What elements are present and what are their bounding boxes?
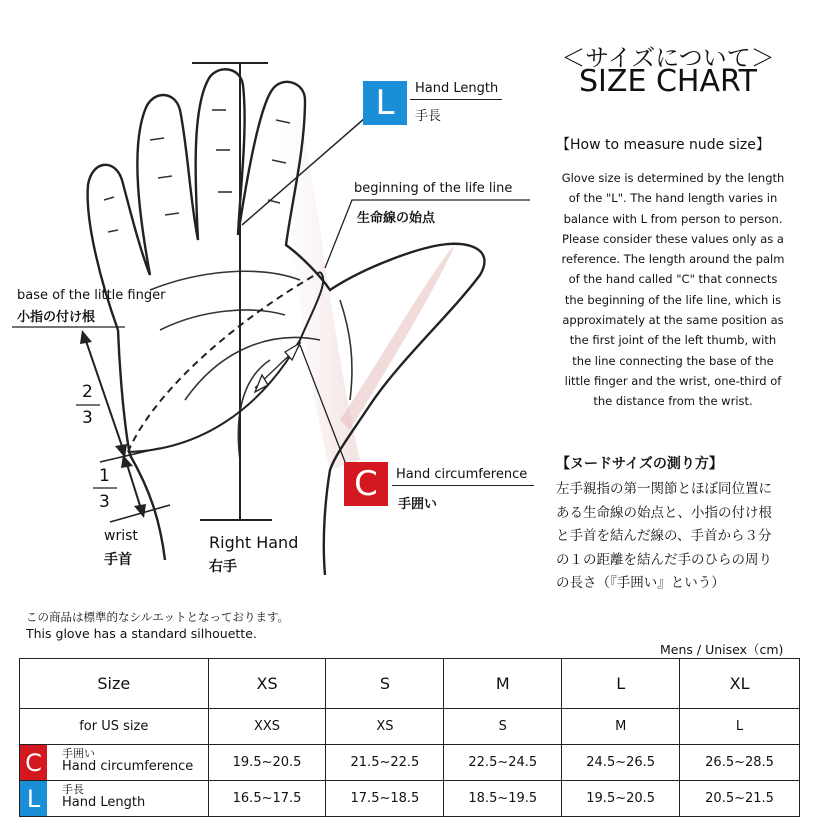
table-cell: 22.5~24.5 — [444, 745, 562, 781]
circumference-row-badge: C — [20, 745, 47, 780]
circumference-badge: C — [344, 462, 388, 506]
wrist-label-en: wrist — [104, 528, 138, 544]
circumference-row-label-jp: 手囲い — [62, 747, 95, 760]
table-cell: 24.5~26.5 — [562, 745, 680, 781]
table-header-cell: Size — [20, 659, 209, 709]
jp-line: ある生命線の始点と、小指の付け根 — [556, 504, 772, 521]
wrist-label-jp: 手首 — [104, 552, 132, 568]
how-to-line: the line connecting the base of the — [572, 353, 774, 368]
hand-length-row-label-jp: 手長 — [62, 783, 84, 796]
table-header-row — [20, 659, 800, 709]
right-hand-label-jp: 右手 — [209, 559, 237, 575]
table-header-cell: S — [326, 659, 444, 709]
table-header-cell: XL — [680, 659, 800, 709]
hand-length-row-label — [62, 783, 145, 809]
table-cell: for US size — [20, 709, 209, 745]
fraction-two-thirds-num: 2 — [82, 382, 93, 402]
right-hand-label-en: Right Hand — [209, 533, 299, 552]
table-cell: M — [562, 709, 680, 745]
table-cell: XXS — [208, 709, 326, 745]
jp-body — [556, 478, 796, 596]
table-header-cell: M — [444, 659, 562, 709]
silhouette-note-jp: この商品は標準的なシルエットとなっております。 — [26, 610, 290, 624]
life-line-label-jp: 生命線の始点 — [357, 211, 436, 226]
table-row-hand-length — [20, 781, 800, 817]
hand-length-label-en: Hand Length — [415, 81, 499, 96]
table-cell: 16.5~17.5 — [208, 781, 326, 817]
how-to-line: of the hand called "C" that connects — [568, 272, 778, 287]
table-cell: 17.5~18.5 — [326, 781, 444, 817]
table-cell: 18.5~19.5 — [444, 781, 562, 817]
silhouette-note-en: This glove has a standard silhouette. — [26, 626, 257, 641]
table-cell: 19.5~20.5 — [208, 745, 326, 781]
how-to-line: approximately at the same position as — [562, 313, 784, 328]
how-to-line: the distance from the wrist. — [593, 394, 753, 409]
how-to-line: little finger and the wrist, one-third of — [564, 373, 782, 388]
circumference-label-jp: 手囲い — [398, 497, 438, 512]
life-line-label-en: beginning of the life line — [354, 181, 513, 196]
circumference-label-en: Hand circumference — [396, 467, 528, 482]
circumference-row-header — [20, 745, 209, 781]
little-finger-label-en: base of the little finger — [17, 288, 166, 303]
jp-line: と手首を結んだ線の、手首から３分 — [556, 528, 772, 544]
little-finger-label-jp: 小指の付け根 — [17, 310, 96, 325]
table-header-cell: XS — [208, 659, 326, 709]
how-to-line: balance with L from person to person. — [563, 211, 783, 226]
hand-length-row-label-en: Hand Length — [62, 795, 146, 810]
table-cell: L — [680, 709, 800, 745]
fraction-one-third-den: 3 — [99, 492, 110, 512]
fraction-one-third-num: 1 — [99, 466, 110, 486]
table-cell: 19.5~20.5 — [562, 781, 680, 817]
units-label: Mens / Unisex（cm) — [660, 642, 784, 657]
circumference-underline — [392, 485, 534, 486]
hand-length-underline — [410, 99, 502, 100]
how-to-line: Please consider these values only as a — [562, 231, 784, 246]
how-to-line: of the "L". The hand length varies in — [568, 191, 778, 206]
how-to-line: reference. The length around the palm — [561, 252, 785, 267]
circumference-row-label — [62, 747, 193, 773]
hand-length-row-header — [20, 781, 209, 817]
circumference-row-label-en: Hand circumference — [62, 759, 194, 774]
table-cell: XS — [326, 709, 444, 745]
how-to-line: the beginning of the life line, which is — [564, 292, 782, 307]
hand-length-badge: L — [363, 81, 407, 125]
jp-line: 左手親指の第一関節とほぼ同位置に — [556, 481, 772, 497]
table-cell: 20.5~21.5 — [680, 781, 800, 817]
hand-length-label-jp: 手長 — [415, 109, 442, 124]
how-to-body — [556, 168, 790, 412]
table-cell: 21.5~22.5 — [326, 745, 444, 781]
table-row-circumference — [20, 745, 800, 781]
page-title: SIZE CHART — [579, 64, 757, 99]
jp-line: の長さ（『手囲い』という） — [556, 575, 725, 591]
table-cell: S — [444, 709, 562, 745]
how-to-line: the first joint of the left thumb, with — [569, 333, 777, 348]
jp-line: の１の距離を結んだ手のひらの周り — [556, 551, 772, 568]
title-jp: ＜サイズについて＞ — [561, 44, 775, 72]
table-row-us-size — [20, 709, 800, 745]
fraction-two-thirds-den: 3 — [82, 408, 93, 428]
table-header-cell: L — [562, 659, 680, 709]
table-cell: 26.5~28.5 — [680, 745, 800, 781]
size-table — [19, 658, 800, 817]
hand-length-row-badge: L — [20, 781, 47, 816]
jp-heading: 【ヌードサイズの測り方】 — [556, 456, 723, 472]
how-to-heading: 【How to measure nude size】 — [556, 137, 770, 153]
how-to-line: Glove size is determined by the length — [561, 171, 785, 185]
